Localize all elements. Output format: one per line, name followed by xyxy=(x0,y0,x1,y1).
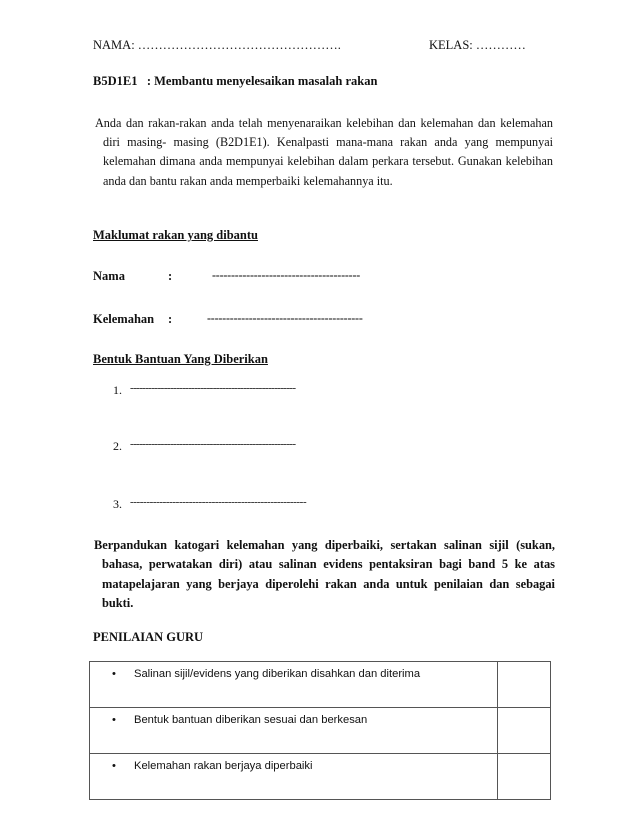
assessment-checkbox-cell[interactable] xyxy=(498,754,551,800)
table-row xyxy=(90,662,551,708)
criterion-text: Kelemahan rakan berjaya diperbaiki xyxy=(134,760,313,772)
kelas-field-label: KELAS: ………… xyxy=(429,38,526,52)
help-form-heading: Bentuk Bantuan Yang Diberikan xyxy=(93,352,268,366)
table-row xyxy=(90,754,551,800)
assessment-criterion xyxy=(90,662,498,708)
instruction-paragraph: Anda dan rakan-rakan anda telah menyenaraikan kelebihan dan kelemahan dan kelemahan diri masing- masing (B2D1E1). Kenalpasti mana-mana rakan anda yang mempunyai kelemahan dimana anda mempunyai kelebihan dalam perkara tersebut. Gunakan kelebihan anda dan bantu rakan anda memperbaiki kelemahannya itu. xyxy=(95,116,553,188)
friend-name-blank[interactable]: --------------------------------------- xyxy=(212,268,361,282)
bullet-icon: • xyxy=(112,760,116,772)
worksheet-title: B5D1E1 : Membantu menyelesaikan masalah rakan xyxy=(93,74,378,88)
friend-weakness-blank[interactable]: ----------------------------------------- xyxy=(207,311,363,325)
table-row xyxy=(90,708,551,754)
assessment-checkbox-cell[interactable] xyxy=(498,708,551,754)
friend-weakness-label: Kelemahan xyxy=(93,312,155,326)
criterion-text: Salinan sijil/evidens yang diberikan disahkan dan diterima xyxy=(134,668,421,680)
assessment-criterion xyxy=(90,708,498,754)
criterion-text: Bentuk bantuan diberikan sesuai dan berkesan xyxy=(134,714,368,726)
help-item-number: 1. xyxy=(113,383,122,397)
assessment-criterion xyxy=(90,754,498,800)
help-item-blank[interactable]: ------------------------------------------------------ xyxy=(130,438,296,450)
friend-weakness-colon: : xyxy=(168,312,173,326)
assessment-checkbox-cell[interactable] xyxy=(498,662,551,708)
teacher-assessment-table xyxy=(89,661,551,800)
friend-name-colon: : xyxy=(168,269,173,283)
friend-info-heading: Maklumat rakan yang dibantu xyxy=(93,228,258,242)
help-item-number: 2. xyxy=(113,439,122,453)
help-item-blank[interactable]: ------------------------------------------------------ xyxy=(130,496,307,508)
help-item-blank[interactable]: ------------------------------------------------------ xyxy=(130,382,296,394)
nama-field-label: NAMA: …………………………………………. xyxy=(93,38,341,52)
teacher-assessment-heading: PENILAIAN GURU xyxy=(93,630,204,644)
bullet-icon: • xyxy=(112,714,116,726)
friend-name-label: Nama xyxy=(93,269,125,283)
evidence-guidance-paragraph: Berpandukan katogari kelemahan yang diperbaiki, sertakan salinan sijil (sukan, bahasa, perwatakan diri) atau salinan evidens pentaksiran bagi band 5 ke atas matapelajaran yang berjaya diperolehi rakan anda untuk penilaian dan sebagai bukti. xyxy=(94,538,555,611)
bullet-icon: • xyxy=(112,668,116,680)
help-item-number: 3. xyxy=(113,497,122,511)
